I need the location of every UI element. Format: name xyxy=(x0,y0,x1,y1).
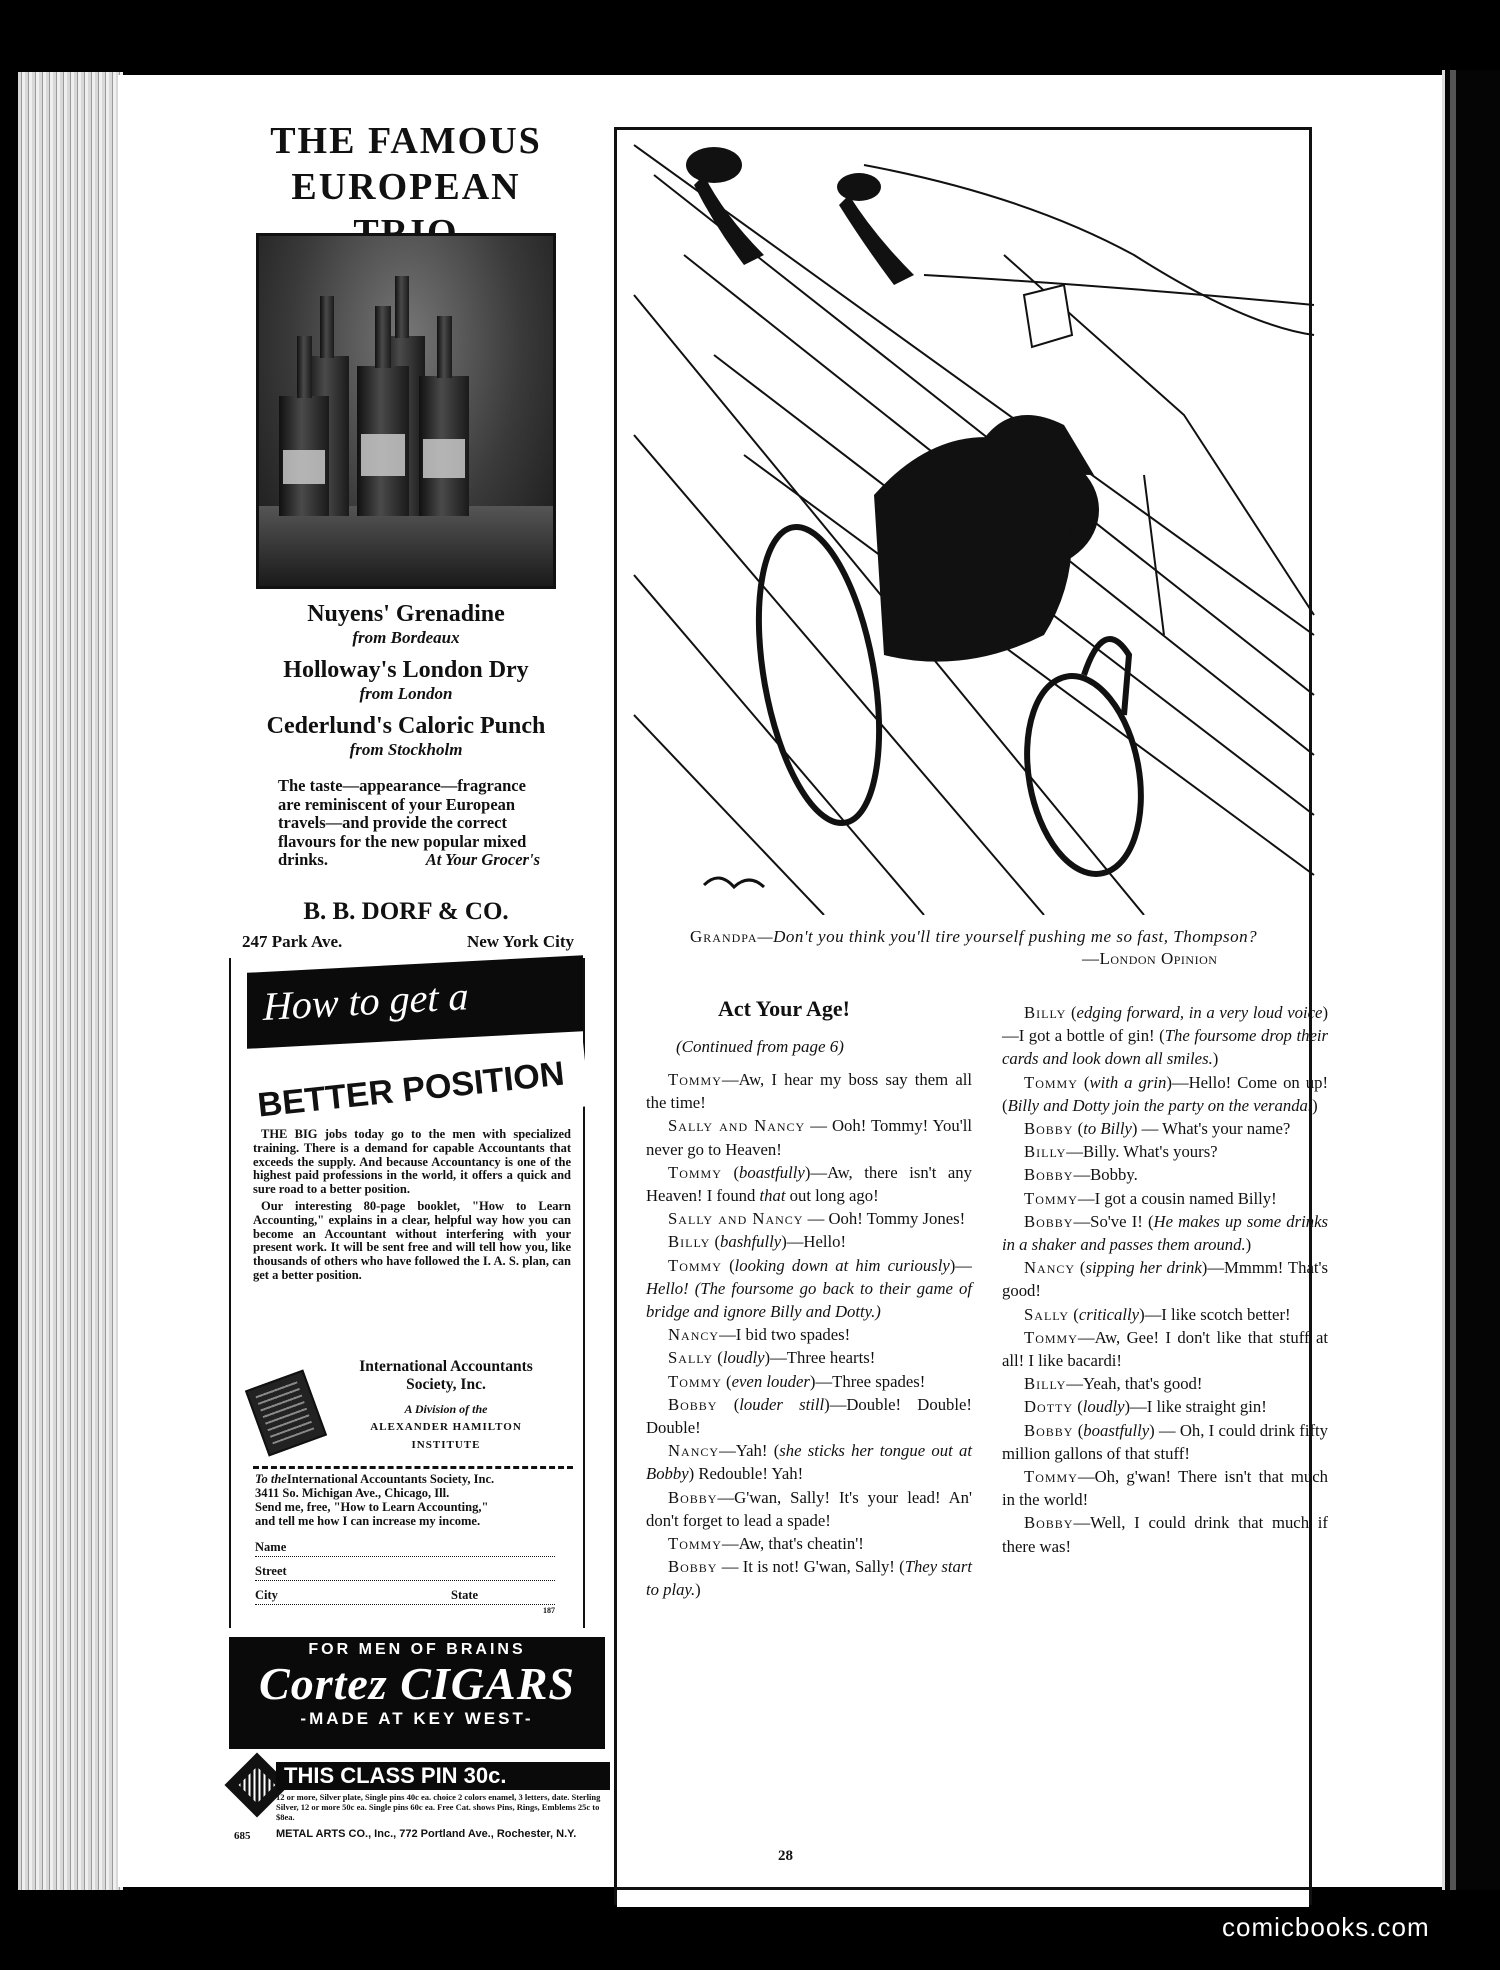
cartoon-illustration xyxy=(624,135,1320,915)
bottles-photo xyxy=(256,233,556,589)
pin-code: 685 xyxy=(234,1830,251,1842)
ias-headline2: BETTER POSITION xyxy=(244,1036,589,1141)
city-field[interactable]: City xyxy=(255,1588,555,1605)
grocer-note: At Your Grocer's xyxy=(425,850,540,869)
caption-speaker: Grandpa xyxy=(690,927,758,946)
trio-description xyxy=(278,777,540,870)
story-title: Act Your Age! xyxy=(718,996,850,1021)
address-city: New York City xyxy=(466,932,574,951)
story-column-2: Billy (edging forward, in a very loud voice)—I got a bottle of gin! (The foursome drop their cards and look down all smiles.) Tommy (with a grin)—Hello! Come on up! (Billy and Dotty join the party on the veranda.) Bobby (to Billy) — What's your name? Billy—Billy. What's yours? Bobby—Bobby. Tommy—I got a cousin named Billy! Bobby—So've I! (He makes up some drinks in a shaker and passes them around.) Nancy (sipping her drink)—Mmmm! That's good! Sally (critically)—I like scotch better! Tommy—Aw, Gee! I don't like that stuff at all! I like bacardi! Billy—Yeah, that's good! Dotty (loudly)—I like straight gin! Bobby (boastfully) — Oh, I could drink fifty million gallons of that stuff! Tommy—Oh, g'wan! There isn't that much in the world! Bobby—Well, I could drink that much if there was! xyxy=(1002,1003,1328,1556)
cortez-cigars-ad xyxy=(229,1637,605,1749)
company-name: B. B. DORF & CO. xyxy=(303,898,509,925)
cortez-brand: Cortez CIGARS xyxy=(259,1658,575,1709)
booklet-icon xyxy=(245,1370,327,1457)
story-continued: (Continued from page 6) xyxy=(676,1037,844,1056)
ias-paragraph: THE BIG jobs today go to the men with specialized training. There is a demand for capable Accountants that exceeds the supply. And because Accountancy is one of the highest paid professions in the world, it offers a quick and sure road to a better position. xyxy=(253,1127,571,1197)
product-name: Cederlund's Caloric Punch xyxy=(266,713,546,739)
cartoon-caption xyxy=(690,926,1300,968)
address-street: 247 Park Ave. xyxy=(242,932,343,951)
coupon-cut-line xyxy=(253,1466,573,1469)
company-address xyxy=(242,932,574,952)
trio-description-text: The taste—appearance—fragrance are reminiscent of your European travels—and provide the correct flavours for the new popular mixed drinks. xyxy=(278,776,527,869)
institute-line2: INSTITUTE xyxy=(411,1439,481,1451)
coupon-number: 187 xyxy=(543,1606,555,1615)
product-origin: from London xyxy=(359,684,453,703)
coupon-line3: Send me, free, "How to Learn Accounting," xyxy=(255,1500,489,1514)
caption-source: —London Opinion xyxy=(1082,949,1218,968)
street-field[interactable]: Street xyxy=(255,1564,555,1581)
page-stack-edge xyxy=(18,72,123,1890)
product-origin: from Bordeaux xyxy=(352,628,460,647)
story-column-1: Tommy—Aw, I hear my boss say them all the time! Sally and Nancy — Ooh! Tommy! You'll never go to Heaven! Tommy (boastfully)—Aw, there isn't any Heaven! I found that out long ago! Sally and Nancy — Ooh! Tommy Jones! Billy (bashfully)—Hello! Tommy (looking down at him curiously)—Hello! (The foursome go back to their game of bridge and ignore Billy and Dotty.) Nancy—I bid two spades! Sally (loudly)—Three hearts! Tommy (even louder)—Three spades! Bobby (louder still)—Double! Double! Double! Nancy—Yah! (she sticks her tongue out at Bobby) Redouble! Yah! Bobby—G'wan, Sally! It's your lead! An' don't forget to lead a spade! Tommy—Aw, that's cheatin'! Bobby — It is not! G'wan, Sally! (They start to play.) xyxy=(646,1070,972,1600)
product-list xyxy=(236,600,576,768)
org-line1: International Accountants xyxy=(359,1358,533,1375)
caption-text: —Don't you think you'll tire yourself pushing me so fast, Thompson? xyxy=(757,927,1258,946)
ias-paragraph: Our interesting 80-page booklet, "How to Learn Accounting," explains in a clear, helpful way how you can become an Accountant without interfering with your present work. It will be sent free and will tell how you, like thousands of others who have followed the I. A. S. plan, can get a better position. xyxy=(253,1198,571,1282)
state-field[interactable]: State xyxy=(451,1588,479,1602)
coupon-line4: and tell me how I can increase my income. xyxy=(255,1514,481,1528)
coupon-line1: International Accountants Society, Inc. xyxy=(286,1472,495,1486)
division-note: A Division of the xyxy=(404,1402,488,1416)
product-name: Nuyens' Grenadine xyxy=(307,601,505,627)
pin-details: 12 or more, Silver plate, Single pins 40c ea. choice 2 colors enamel, 3 letters, date. Sterling Silver, 12 or more 50c ea. Single pins 60c ea. Free Cat. shows Pins, Rings, Emblems 25c to $8ea. xyxy=(276,1792,601,1822)
facing-page-edge xyxy=(1442,70,1500,1890)
page-number: 28 xyxy=(778,1848,793,1864)
cortez-tagline: FOR MEN OF BRAINS xyxy=(308,1641,526,1658)
product-origin: from Stockholm xyxy=(349,740,463,759)
trio-title-line1: THE FAMOUS xyxy=(270,120,542,162)
site-watermark: comicbooks.com xyxy=(1222,1912,1430,1942)
coupon-to: To the xyxy=(255,1472,287,1486)
ias-headline1: How to get a xyxy=(247,955,583,1049)
trio-title-line2: EUROPEAN xyxy=(291,166,521,208)
name-field[interactable]: Name xyxy=(255,1540,555,1557)
ias-body xyxy=(253,1128,571,1286)
product-name: Holloway's London Dry xyxy=(283,657,529,683)
pin-company: METAL ARTS CO., Inc., 772 Portland Ave., Rochester, N.Y. xyxy=(276,1828,577,1840)
accounting-ad xyxy=(229,958,585,1628)
org-line2: Society, Inc. xyxy=(406,1376,486,1393)
frame-bottom-rule xyxy=(614,1887,1312,1890)
coupon-line2: 3411 So. Michigan Ave., Chicago, Ill. xyxy=(255,1486,450,1500)
pin-headline: THIS CLASS PIN 30c. xyxy=(276,1762,610,1790)
cortez-made: -MADE AT KEY WEST- xyxy=(300,1709,534,1728)
institute-line1: ALEXANDER HAMILTON xyxy=(370,1421,522,1433)
ias-organization xyxy=(321,1358,571,1454)
coupon-text xyxy=(255,1472,575,1528)
